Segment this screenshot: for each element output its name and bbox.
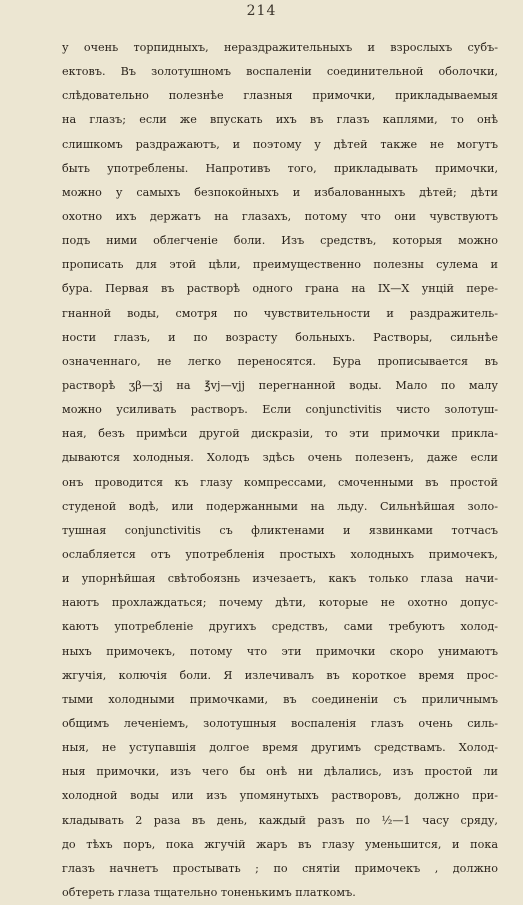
text-line: гнанной воды, смотря по чувствительности и раздражитель- xyxy=(62,306,498,320)
text-line: прописать для этой цѣли, преимущественно полезны сулема и xyxy=(62,258,498,272)
text-line: и упорнѣйшая свѣтобоязнь изчезаетъ, какъ только глаза начи- xyxy=(62,572,498,586)
page-number: 214 xyxy=(246,3,277,19)
text-line: подъ ними облегченіе боли. Изъ средствъ, которыя можно xyxy=(62,234,498,248)
text-line: ная, безъ примѣси другой дискразіи, то эти примочки прикла- xyxy=(62,427,498,441)
text-line: студеной водѣ, или подержанными на льду. Сильнѣйшая золо- xyxy=(62,499,498,513)
text-line: на глазъ; если же впускать ихъ въ глазъ каплями, то онѣ xyxy=(62,113,498,127)
text-line: ныхъ примочекъ, потому что эти примочки скоро унимаютъ xyxy=(62,644,498,658)
text-line: жгучія, колючія боли. Я излечивалъ въ короткое время прос- xyxy=(62,668,498,682)
text-line: растворѣ ʒβ—ʒj на ℥vj—vjj перегнанной воды. Мало по малу xyxy=(62,378,498,392)
text-line: ныя примочки, изъ чего бы онѣ ни дѣлались, изъ простой ли xyxy=(62,765,498,779)
text-line: тушная conjunctivitis съ фликтенами и язвинками тотчасъ xyxy=(62,523,498,537)
text-line: обтереть глаза тщательно тоненькимъ платкомъ. xyxy=(62,885,356,899)
text-line: холодной воды или изъ упомянутыхъ растворовъ, должно при- xyxy=(62,789,498,803)
text-line: ности глазъ, и по возрасту больныхъ. Растворы, сильнѣе xyxy=(62,330,498,344)
text-line: онъ проводится къ глазу компрессами, смоченными въ простой xyxy=(62,475,498,489)
text-line: означеннаго, не легко переносятся. Бура прописывается въ xyxy=(62,354,498,368)
text-line: слишкомъ раздражаютъ, и поэтому у дѣтей также не могутъ xyxy=(62,137,498,151)
text-body xyxy=(62,36,498,905)
text-line: слѣдовательно полезнѣе глазныя примочки, прикладываемыя xyxy=(62,89,498,103)
text-line: можно у самыхъ безпокойныхъ и избалованныхъ дѣтей; дѣти xyxy=(62,185,498,199)
text-line: можно усиливать растворъ. Если conjunctivitis чисто золотуш- xyxy=(62,403,498,417)
text-line: бура. Первая въ растворѣ одного грана на IX—X унцій пере- xyxy=(62,282,498,296)
text-line: охотно ихъ держатъ на глазахъ, потому что они чувствуютъ xyxy=(62,209,498,223)
text-line: кладывать 2 раза въ день, каждый разъ по ½—1 часу сряду, xyxy=(62,813,498,827)
text-line: ектовъ. Въ золотушномъ воспаленіи соединительной оболочки, xyxy=(62,65,498,79)
text-line: у очень торпидныхъ, нераздражительныхъ и взрослыхъ субъ- xyxy=(62,41,498,54)
text-line: быть употреблены. Напротивъ того, прикладывать примочки, xyxy=(62,161,498,175)
text-line: каютъ употребленіе другихъ средствъ, сами требуютъ холод- xyxy=(62,620,498,634)
text-line: до тѣхъ поръ, пока жгучій жаръ въ глазу уменьшится, и пока xyxy=(62,837,498,851)
text-line: общимъ леченіемъ, золотушныя воспаленія глазъ очень силь- xyxy=(62,716,498,730)
text-line: глазъ начнетъ простывать ; по снятіи примочекъ , должно xyxy=(62,861,498,875)
text-line: ныя, не уступавшія долгое время другимъ средствамъ. Холод- xyxy=(62,741,498,755)
text-line: дываются холодныя. Холодъ здѣсь очень полезенъ, даже если xyxy=(62,451,498,465)
text-line: тыми холодными примочками, въ соединеніи съ приличнымъ xyxy=(62,692,498,706)
text-line: ослабляется отъ употребленія простыхъ холодныхъ примочекъ, xyxy=(62,547,498,561)
text-line: наютъ прохлаждаться; почему дѣти, которые не охотно допус- xyxy=(62,596,498,610)
